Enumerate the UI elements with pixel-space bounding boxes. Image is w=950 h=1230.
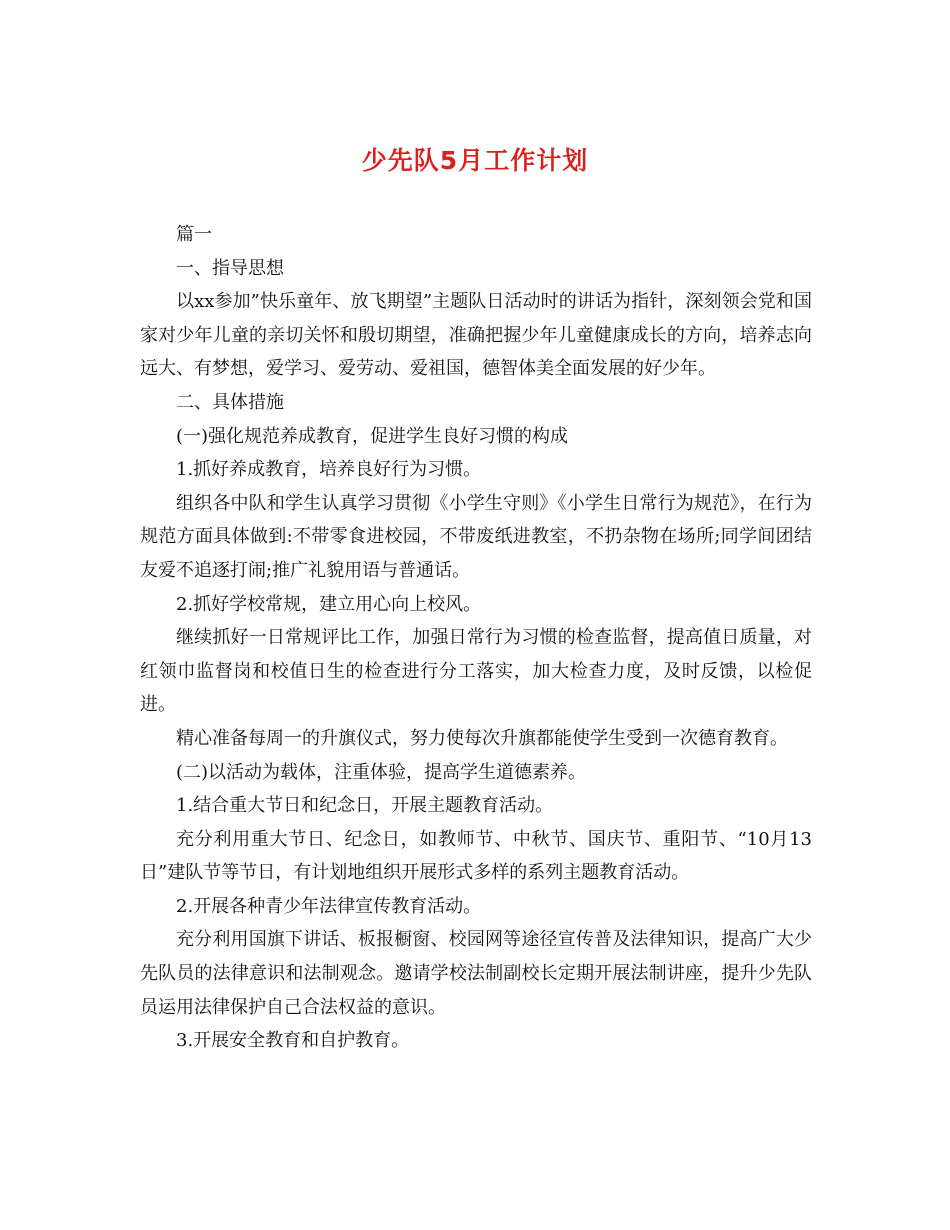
heading-specific-measures: 二、具体措施 (176, 391, 284, 413)
item-3-safety-education: 3.开展安全教育和自护教育。 (176, 1030, 410, 1052)
paragraph-daily-evaluation: 继续抓好一日常规评比工作，加强日常行为习惯的检查监督，提高值日质量，对红领巾监督岗和校值日生的检查进行分工落实，加大检查力度，及时反馈，以检促进。 (140, 627, 812, 716)
paragraph-legal-education: 充分利用国旗下讲话、板报橱窗、校园网等途径宣传普及法律知识，提高广大少先队员的法律意识和法制观念。邀请学校法制副校长定期开展法制讲座，提升少先队员运用法律保护自己合法权益的意识。 (140, 929, 812, 1018)
item-1-festival-activities: 1.结合重大节日和纪念日，开展主题教育活动。 (176, 795, 554, 817)
document-body (140, 218, 812, 1058)
document-title: 少先队5月工作计划 (361, 146, 589, 175)
paragraph-flag-ceremony: 精心准备每周一的升旗仪式，努力使每次升旗都能使学生受到一次德育教育。 (176, 727, 788, 749)
subheading-habit-education: (一)强化规范养成教育，促进学生良好习惯的构成 (176, 425, 569, 447)
item-2-school-routine: 2.抓好学校常规，建立用心向上校风。 (176, 593, 482, 615)
heading-guiding-ideology: 一、指导思想 (176, 257, 284, 279)
item-2-legal-education: 2.开展各种青少年法律宣传教育活动。 (176, 895, 482, 917)
paragraph-guiding-ideology: 以xx参加”快乐童年、放飞期望”主题队日活动时的讲话为指针，深刻领会党和国家对少年儿童的亲切关怀和殷切期望，准确把握少年儿童健康成长的方向，培养志向远大、有梦想，爱学习、爱劳动、爱祖国，德智体美全面发展的好少年。 (140, 291, 812, 380)
subheading-activity-carrier: (二)以活动为载体，注重体验，提高学生道德素养。 (176, 761, 587, 783)
item-1-behavior-habits: 1.抓好养成教育，培养良好行为习惯。 (176, 459, 482, 481)
paragraph-behavior-norms: 组织各中队和学生认真学习贯彻《小学生守则》《小学生日常行为规范》，在行为规范方面具体做到:不带零食进校园，不带废纸进教室，不扔杂物在场所;同学间团结友爱不追逐打闹;推广礼貌用语与普通话。 (140, 492, 812, 581)
section-label-part-one: 篇一 (176, 224, 212, 245)
paragraph-festival-activities: 充分利用重大节日、纪念日，如教师节、中秋节、国庆节、重阳节、“10月13日”建队节等节日，有计划地组织开展形式多样的系列主题教育活动。 (140, 828, 812, 884)
